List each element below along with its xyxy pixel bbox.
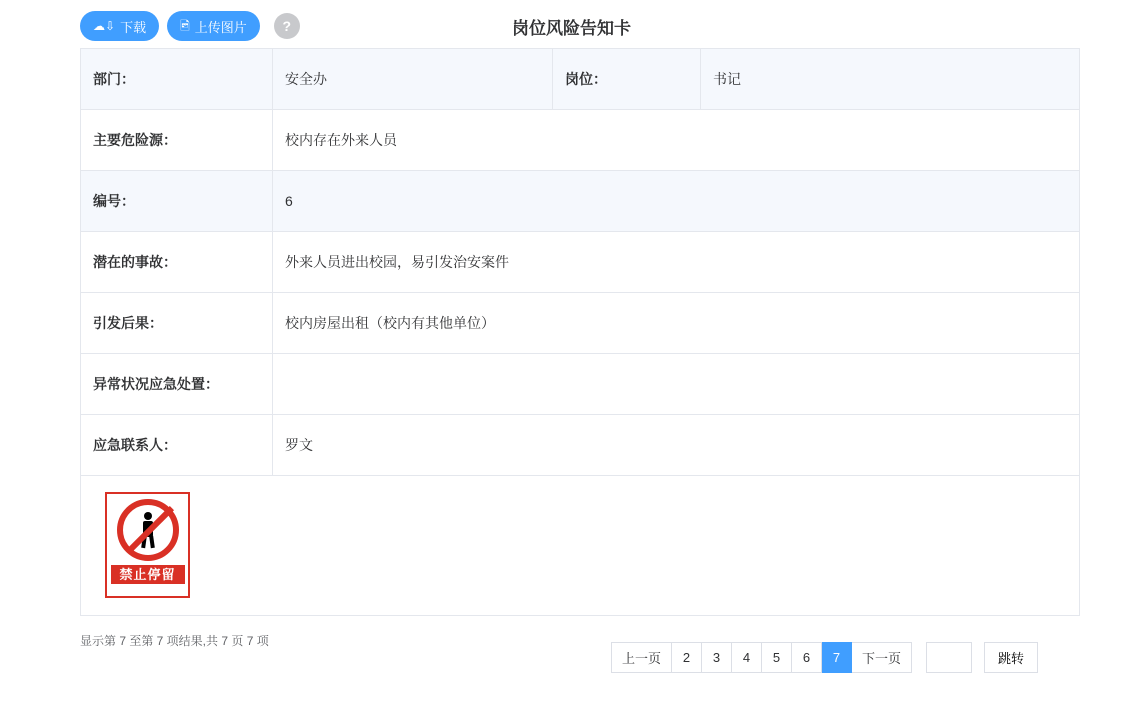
row-value: 校内存在外来人员: [285, 132, 397, 148]
table-row: [81, 415, 1079, 476]
upload-image-button-label: 上传图片: [194, 19, 247, 35]
pagination-page-7[interactable]: 7: [822, 642, 852, 673]
pagination-jump-button[interactable]: 跳转: [984, 642, 1038, 673]
pagination-page-4[interactable]: 4: [732, 642, 762, 673]
pagination-next[interactable]: 下一页: [852, 642, 912, 673]
row-label: 应急联系人：: [81, 415, 273, 475]
row-label-secondary: 岗位：: [553, 49, 701, 109]
upload-image-button[interactable]: [167, 11, 260, 41]
sign-row: [81, 476, 1079, 616]
pagination-jump-input[interactable]: [926, 642, 972, 673]
table-row: [81, 110, 1079, 171]
row-value: 6: [285, 193, 293, 209]
pagination: [611, 642, 1038, 673]
row-value: 安全办: [273, 49, 553, 109]
row-label: 潜在的事故：: [81, 232, 273, 292]
pagination-page-2[interactable]: 2: [672, 642, 702, 673]
cloud-download-icon: ☁⇩: [93, 19, 116, 33]
help-icon[interactable]: ?: [274, 13, 300, 39]
row-label: 部门：: [81, 49, 273, 109]
row-label: 引发后果：: [81, 293, 273, 353]
table-row: [81, 354, 1079, 415]
table-row: [81, 232, 1079, 293]
row-value: 罗文: [285, 437, 313, 453]
download-button-label: 下载: [120, 19, 147, 35]
toolbar: [80, 11, 300, 41]
pagination-page-5[interactable]: 5: [762, 642, 792, 673]
row-value: 校内房屋出租（校内有其他单位）: [285, 315, 495, 331]
image-icon: 🖻: [180, 19, 190, 33]
row-label: 主要危险源：: [81, 110, 273, 170]
page-title: 岗位风险告知卡: [512, 19, 631, 38]
row-label: 编号：: [81, 171, 273, 231]
pagination-page-3[interactable]: 3: [702, 642, 732, 673]
row-label: 异常状况应急处置：: [81, 354, 273, 414]
download-button[interactable]: [80, 11, 159, 41]
table-row: [81, 171, 1079, 232]
row-value-secondary: 书记: [713, 71, 741, 87]
result-info: 显示第 7 至第 7 项结果,共 7 页 7 项: [80, 634, 269, 648]
pagination-prev[interactable]: 上一页: [611, 642, 672, 673]
risk-notice-card: [80, 48, 1080, 616]
row-value: [273, 354, 1079, 414]
no-standing-sign-icon: [105, 492, 190, 598]
table-row: [81, 49, 1079, 110]
sign-circle: [117, 499, 179, 561]
table-row: [81, 293, 1079, 354]
pagination-page-6[interactable]: 6: [792, 642, 822, 673]
sign-caption: 禁止停留: [111, 565, 185, 584]
row-value: 外来人员进出校园，易引发治安案件: [285, 254, 509, 270]
